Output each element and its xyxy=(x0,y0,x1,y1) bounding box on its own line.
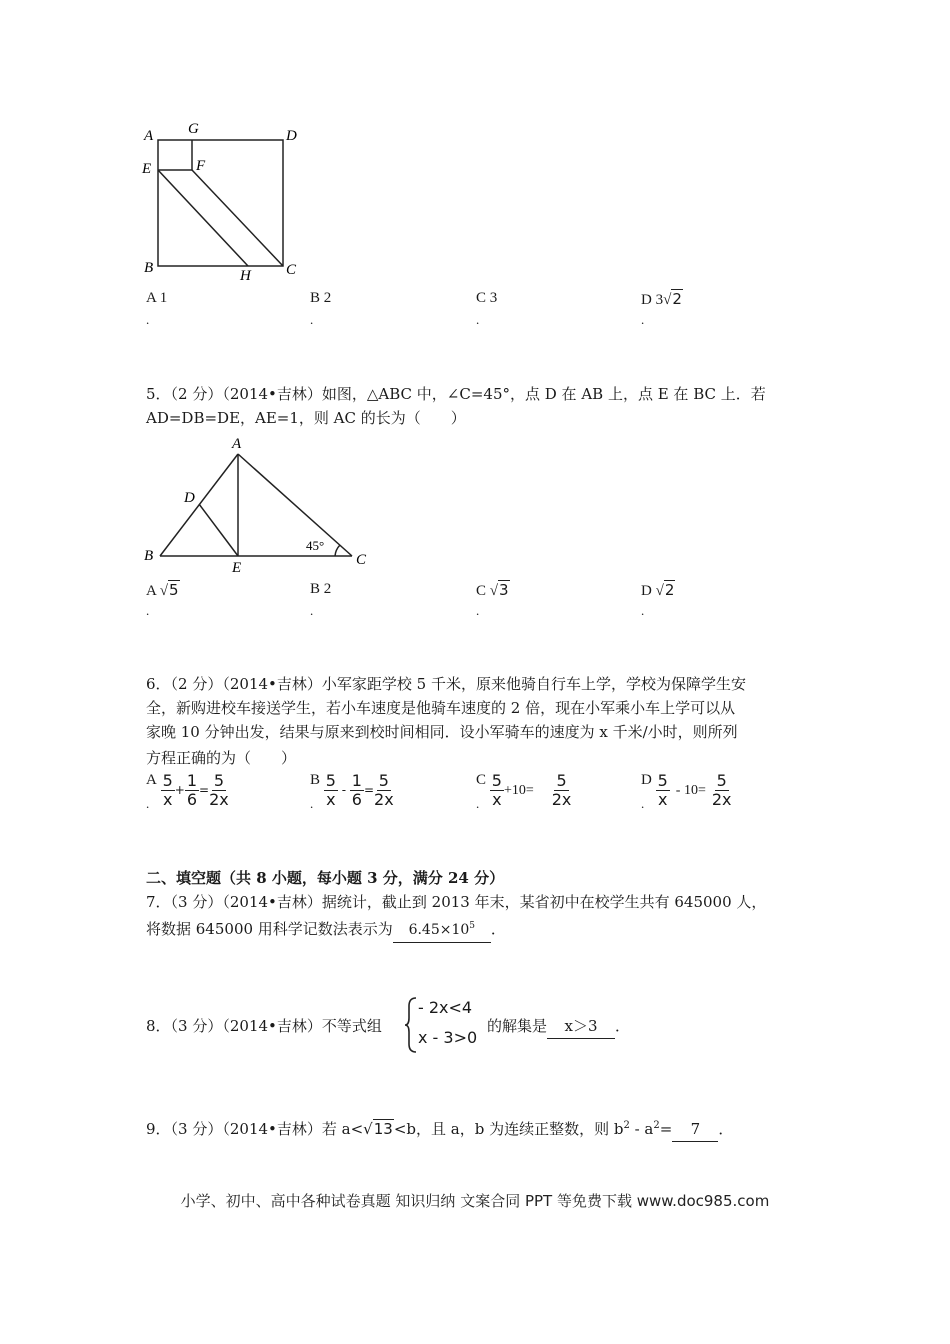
option-letter: A xyxy=(146,583,157,599)
q6-option-a[interactable]: A $\frac{5}{x}$ + $\frac{1}{6}$ = $\frac{5}{2x}$ . xyxy=(146,771,229,811)
q7-answer-blank: $6.45\times 10^5$ xyxy=(393,914,491,943)
q7-stem-line1: 7．（3 分）（2014•吉林）据统计，截止到 2013 年末，某省初中在校学生共有 645000 人， xyxy=(146,893,767,911)
q5-stem-line2: AD=DB=DE，AE=1，则 AC 的长为（ ） xyxy=(146,409,466,427)
q5-option-a[interactable] xyxy=(146,581,180,618)
q5-angle-label: 45° xyxy=(306,538,325,553)
section-title: 二、填空题（共 8 小题，每小题 3 分，满分 24 分） xyxy=(146,869,505,887)
option-value: 1 xyxy=(159,290,168,306)
page-footer: 小学、初中、高中各种试卷真题 知识归纳 文案合同 PPT 等免费下载 www.doc985.com xyxy=(180,1192,770,1210)
option-value: 2 xyxy=(323,581,332,597)
q6-stem-line4: 方程正确的为（ ） xyxy=(146,749,297,767)
q4-figure xyxy=(140,118,310,288)
option-letter: D xyxy=(641,772,652,788)
q4-option-d[interactable] xyxy=(641,290,683,327)
fraction: $\frac{5}{2x}$ xyxy=(374,771,394,809)
option-dot: . xyxy=(476,312,480,327)
q5-option-c[interactable] xyxy=(476,581,510,618)
sqrt-symbol: √3 xyxy=(489,581,509,599)
option-letter: D xyxy=(641,583,652,599)
q9-stem: 9．（3 分）（2014•吉林）若 a<√13<b，且 a，b 为连续正整数，则 $b^2 - a^2= 7$ ． xyxy=(146,1114,733,1142)
q4-option-a[interactable] xyxy=(146,290,168,327)
sqrt-symbol: √5 xyxy=(159,581,179,599)
sqrt-symbol: √13 xyxy=(363,1120,393,1138)
fraction: $\frac{5}{x}$ xyxy=(325,771,336,809)
option-letter: D xyxy=(641,292,652,308)
q9-stem-pre: 9．（3 分）（2014•吉林）若 a< xyxy=(146,1120,364,1138)
option-coef: 3 xyxy=(655,292,664,308)
q6-option-c[interactable]: C $\frac{5}{x}$ +10= $\frac{5}{2x}$ . xyxy=(476,771,572,811)
option-letter: C xyxy=(476,290,487,306)
q8-stem-post: ． xyxy=(615,1017,631,1035)
q5-label-d: D xyxy=(184,490,195,506)
q4-option-b[interactable] xyxy=(310,290,332,327)
option-letter: A xyxy=(146,772,157,788)
sqrt-symbol: √2 xyxy=(655,581,675,599)
q8-stem-mid: 的解集是 xyxy=(487,1017,548,1035)
option-dot: . xyxy=(146,312,150,327)
q4-option-c[interactable] xyxy=(476,290,498,327)
option-dot: . xyxy=(476,603,480,618)
option-letter: C xyxy=(476,583,487,599)
q5-figure xyxy=(140,432,380,577)
option-letter: B xyxy=(310,772,321,788)
q9-answer-blank: 7 xyxy=(672,1117,718,1142)
option-dot: . xyxy=(310,312,314,327)
q4-label-g: G xyxy=(188,121,199,137)
q8-stem-tail xyxy=(487,1014,630,1039)
q8-inequality-2: x - 3>0 xyxy=(418,1028,478,1047)
q5-label-b: B xyxy=(144,548,154,564)
option-letter: B xyxy=(310,290,321,306)
option-dot: . xyxy=(146,603,150,618)
option-dot: . xyxy=(641,796,645,811)
q7-stem-line2 xyxy=(146,914,506,943)
fraction: $\frac{5}{x}$ xyxy=(491,771,502,809)
q5-option-b[interactable] xyxy=(310,581,332,618)
q4-label-a: A xyxy=(144,128,154,144)
q4-label-e: E xyxy=(142,161,152,177)
option-dot: . xyxy=(476,796,480,811)
q8-stem xyxy=(146,1014,382,1038)
q5-label-a: A xyxy=(232,436,242,452)
q5-stem-line1: 5．（2 分）（2014•吉林）如图，△ABC 中，∠C=45°，点 D 在 AB 上，点 E 在 BC 上．若 xyxy=(146,385,766,403)
q4-label-c: C xyxy=(286,262,297,278)
q5-label-c: C xyxy=(356,552,367,568)
q6-option-d[interactable]: D $\frac{5}{x}$ - 10= $\frac{5}{2x}$ . xyxy=(641,771,732,811)
option-letter: C xyxy=(476,772,487,788)
q6-stem-line2: 全，新购进校车接送学生，若小车速度是他骑车速度的 2 倍，现在小军乘小车上学可以从 xyxy=(146,699,736,717)
option-dot: . xyxy=(641,603,645,618)
fraction: $\frac{5}{2x}$ xyxy=(551,771,572,809)
q8-brace xyxy=(404,996,418,1054)
q5-label-e: E xyxy=(232,560,242,576)
q4-label-f: F xyxy=(196,158,206,174)
q8-inequality-1: - 2x<4 xyxy=(418,998,473,1017)
q4-label-b: B xyxy=(144,260,154,276)
q4-label-h: H xyxy=(240,268,251,284)
q7-stem-pre: 将数据 645000 用科学记数法表示为 xyxy=(146,920,393,938)
q7-stem-post: ． xyxy=(490,920,506,938)
option-dot: . xyxy=(146,796,150,811)
q8-answer-blank: x＞3 xyxy=(547,1014,615,1039)
q5-option-d[interactable] xyxy=(641,581,675,618)
q6-stem-line1: 6．（2 分）（2014•吉林）小军家距学校 5 千米，原来他骑自行车上学，学校为保障学生安 xyxy=(146,675,746,693)
option-value: 2 xyxy=(323,290,332,306)
fraction: $\frac{1}{6}$ xyxy=(351,771,362,809)
fraction: $\frac{5}{2x}$ xyxy=(209,771,229,809)
q4-label-d: D xyxy=(286,128,297,144)
q6-option-b[interactable]: B $\frac{5}{x}$ - $\frac{1}{6}$ = $\frac{5}{2x}$ . xyxy=(310,771,394,811)
fraction: $\frac{5}{x}$ xyxy=(657,771,668,809)
q8-stem-pre: 8．（3 分）（2014•吉林）不等式组 xyxy=(146,1017,382,1035)
q6-stem-line3: 家晚 10 分钟出发，结果与原来到校时间相同．设小军骑车的速度为 x 千米/小时，则所列 xyxy=(146,723,738,741)
fraction: $\frac{5}{2x}$ xyxy=(711,771,732,809)
option-value: 3 xyxy=(489,290,498,306)
fraction: $\frac{5}{x}$ xyxy=(162,771,173,809)
sqrt-symbol: √2 xyxy=(663,290,682,308)
fraction: $\frac{1}{6}$ xyxy=(186,771,198,809)
option-dot: . xyxy=(310,603,314,618)
option-dot: . xyxy=(641,312,645,327)
q9-stem-post: ． xyxy=(718,1120,734,1138)
option-letter: B xyxy=(310,581,321,597)
option-dot: . xyxy=(310,796,314,811)
q9-stem-mid: <b，且 a，b 为连续正整数，则 b xyxy=(393,1120,624,1138)
option-letter: A xyxy=(146,290,157,306)
